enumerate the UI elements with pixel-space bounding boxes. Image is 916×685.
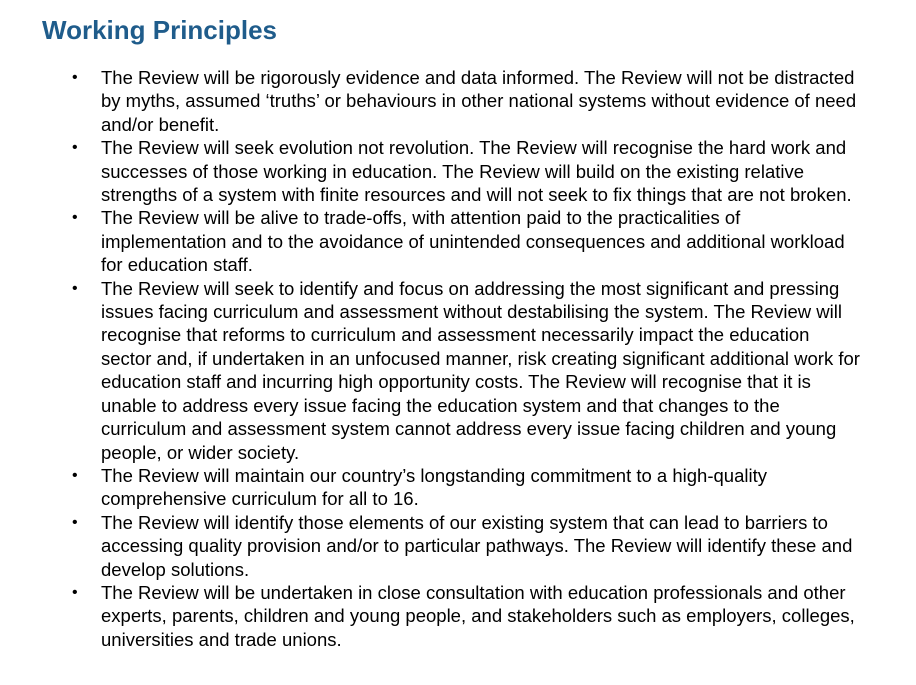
list-item bbox=[0, 464, 861, 511]
principles-list bbox=[0, 66, 916, 651]
principle-text: The Review will be undertaken in close consultation with education professionals and other experts, parents, children and young people, and stakeholders such as employers, colleges, universities and trade unions. bbox=[101, 581, 855, 650]
bullet-icon: • bbox=[72, 466, 78, 484]
bullet-icon: • bbox=[72, 279, 78, 297]
bullet-icon: • bbox=[72, 139, 78, 157]
bullet-icon: • bbox=[72, 583, 78, 601]
list-item bbox=[0, 136, 861, 206]
list-item bbox=[0, 581, 861, 651]
bullet-icon: • bbox=[72, 69, 78, 86]
principle-text: The Review will be alive to trade-offs, with attention paid to the practicalities of implementation and to the avoidance of unintended consequences and additional workload for education staff. bbox=[101, 207, 845, 276]
principle-text: The Review will maintain our country’s longstanding commitment to a high-quality comprehensive curriculum for all to 16. bbox=[101, 464, 767, 510]
principle-text: The Review will be rigorously evidence and data informed. The Review will not be distracted by myths, assumed ‘truths’ or behaviours in other national systems without evidence of need and/or benefit. bbox=[101, 67, 857, 135]
list-item bbox=[0, 66, 861, 136]
list-item bbox=[0, 206, 861, 276]
list-item bbox=[0, 277, 861, 464]
list-item bbox=[0, 511, 861, 581]
bullet-icon: • bbox=[72, 209, 78, 227]
bullet-icon: • bbox=[72, 513, 78, 531]
principle-text: The Review will seek evolution not revolution. The Review will recognise the hard work and successes of those working in education. The Review will build on the existing relative strengths of a system with finite resources and will not seek to fix things that are not broken. bbox=[101, 137, 852, 206]
page-title: Working Principles bbox=[42, 15, 278, 45]
principle-text: The Review will seek to identify and focus on addressing the most significant and pressing issues facing curriculum and assessment without destabilising the system. The Review will recognise that reforms to curriculum and assessment necessarily impact the education sector and, if undertaken in an unfocused manner, risk creating significant additional work for education staff and incurring high opportunity costs. The Review will recognise that it is unable to address every issue facing the education system and that changes to the curriculum and assessment system cannot address every issue facing children and young people, or wider society. bbox=[101, 277, 860, 463]
principle-text: The Review will identify those elements of our existing system that can lead to barriers to accessing quality provision and/or to particular pathways. The Review will identify these and develop solutions. bbox=[101, 511, 853, 580]
